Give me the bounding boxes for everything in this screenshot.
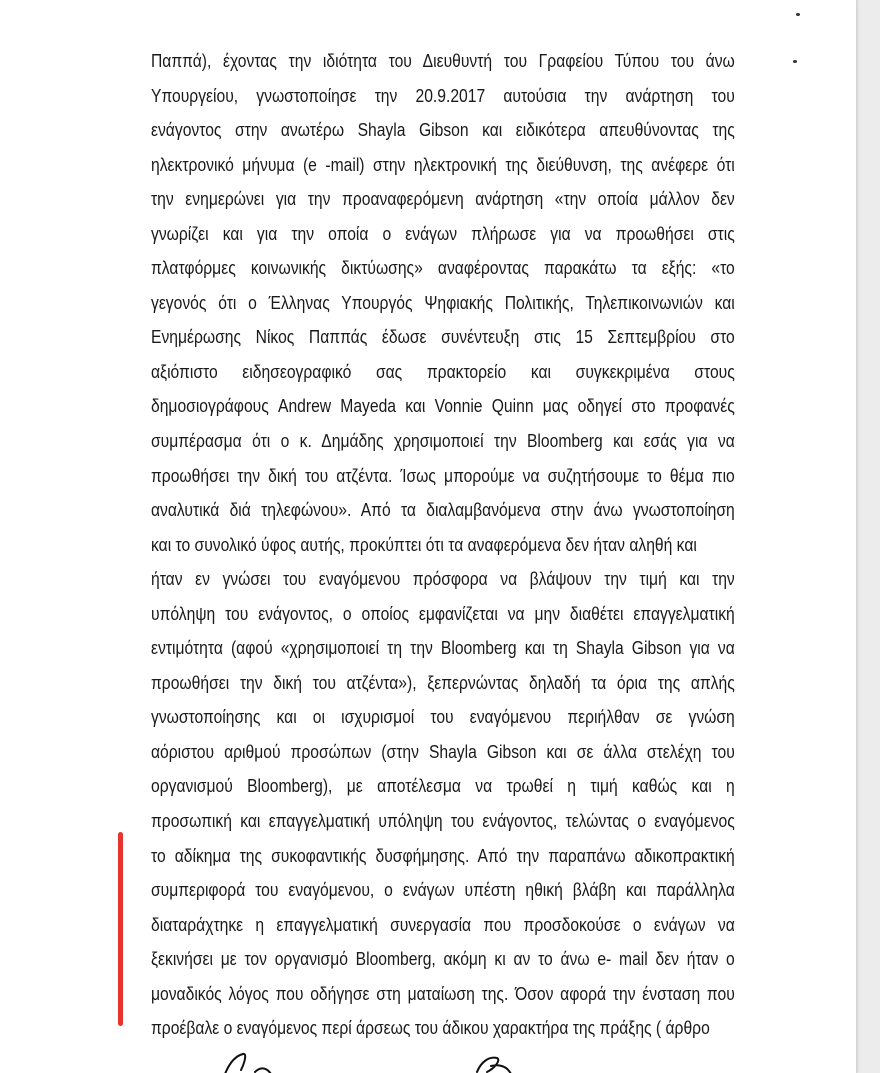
- scan-speck-mid: [793, 60, 797, 63]
- scan-speck-top: [796, 13, 800, 16]
- text-line: Παππά), έχοντας την ιδιότητα του Διευθυντή του Γραφείου Τύπου του άνω: [151, 51, 735, 71]
- text-line: γνωστοποίησης και οι ισχυρισμοί του εναγόμενου περιήλθαν σε γνώση: [151, 707, 735, 728]
- text-line: και το συνολικό ύφος αυτής, προκύπτει ότι τα αναφερόμενα δεν ήταν αληθή και: [151, 534, 697, 555]
- text-line: προωθήσει την δική του ατζέντα»), ξεπερνώντας δηλαδή τα όρια της απλής: [151, 672, 735, 693]
- text-line: συμπέρασμα ότι ο κ. Δημάδης χρησιμοποιεί την Bloomberg και εσάς για να: [151, 431, 735, 452]
- text-line: οργανισμού Bloomberg), με αποτέλεσμα να τρωθεί η τιμή καθώς και η: [151, 776, 735, 797]
- text-line: αόριστου αριθμού προσώπων (στην Shayla Gibson και σε άλλα στελέχη του: [151, 741, 735, 762]
- text-line: ενάγοντος στην ανωτέρω Shayla Gibson και ειδικότερα απευθύνοντας της: [151, 120, 735, 141]
- document-body: [151, 44, 735, 1046]
- text-line: εντιμότητα (αφού «χρησιμοποιεί τη την Bloomberg και τη Shayla Gibson για να: [151, 638, 735, 659]
- text-line: αναλυτικά διά τηλεφώνου». Από τα διαλαμβανόμενα στην άνω γνωστοποίηση: [151, 500, 735, 521]
- text-line: αξιόπιστο ειδησεογραφικό σας πρακτορείο και συγκεκριμένα στους: [151, 361, 735, 382]
- text-line: Ενημέρωσης Νίκος Παππάς έδωσε συνέντευξη στις 15 Σεπτεμβρίου στο: [151, 327, 735, 348]
- text-line: πλατφόρμες κοινωνικής δικτύωσης» αναφέροντας παρακάτω τα εξής: «το: [151, 258, 735, 279]
- text-line: ξεκινήσει με τον οργανισμό Bloomberg, ακόμη κι αν το άνω e- mail δεν ήταν ο: [151, 949, 735, 970]
- text-line: μοναδικός λόγος που οδήγησε στη ματαίωση της. Όσον αφορά την ένσταση που: [151, 983, 735, 1004]
- text-line: γεγονός ότι ο Έλληνας Υπουργός Ψηφιακής Πολιτικής, Τηλεπικοινωνιών και: [151, 292, 735, 313]
- text-line: υπόληψη του ενάγοντος, ο οποίος εμφανίζεται να μην διαθέτει επαγγελματική: [151, 603, 735, 624]
- text-line: γνωρίζει και για την οποία ο ενάγων πλήρωσε για να προωθήσει στις: [151, 223, 735, 244]
- text-line: Υπουργείου, γνωστοποίησε την 20.9.2017 αυτούσια την ανάρτηση του: [151, 85, 735, 106]
- text-line: προέβαλε ο εναγόμενος περί άρσεως του άδικου χαρακτήρα της πράξης ( άρθρο: [151, 1018, 710, 1039]
- text-line: συμπεριφορά του εναγόμενου, ο ενάγων υπέστη ηθική βλάβη και παράλληλα: [151, 880, 735, 901]
- text-line: το αδίκημα της συκοφαντικής δυσφήμησης. Από την παραπάνω αδικοπρακτική: [151, 845, 735, 866]
- text-line: διαταράχτηκε η επαγγελματική συνεργασία που προσδοκούσε ο ενάγων να: [151, 914, 735, 935]
- red-margin-marker: [118, 832, 123, 1026]
- text-line: την ενημερώνει για την προαναφερόμενη ανάρτηση «την οποία μάλλον δεν: [151, 189, 735, 210]
- text-line: ήταν εν γνώσει του εναγόμενου πρόσφορα να βλάψουν την τιμή και την: [151, 569, 735, 590]
- signature-icon: [215, 1048, 515, 1073]
- text-line: προωθήσει την δική του ατζέντα. Ίσως μπορούμε να συζητήσουμε το θέμα πιο: [151, 465, 735, 486]
- text-line: ηλεκτρονικό μήνυμα (e -mail) στην ηλεκτρονική της διεύθυνση, της ανέφερε ότι: [151, 154, 735, 175]
- text-line: δημοσιογράφους Andrew Mayeda και Vonnie Quinn μας οδηγεί στο προφανές: [151, 396, 735, 417]
- text-line: προσωπική και επαγγελματική υπόληψη του ενάγοντος, τελώντας ο εναγόμενος: [151, 811, 735, 832]
